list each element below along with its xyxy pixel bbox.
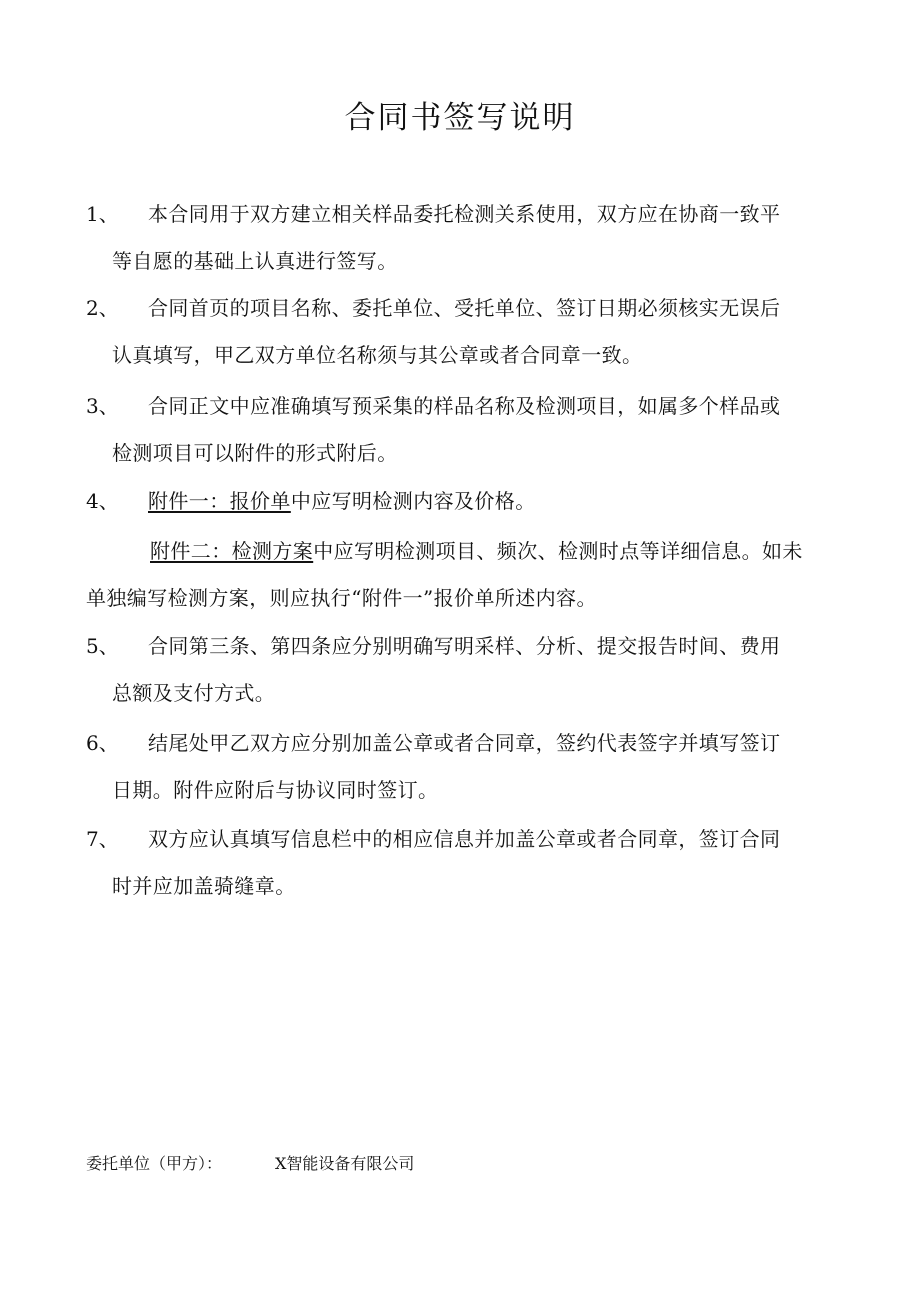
attachment-1-link-text: 附件一：报价单 — [148, 489, 291, 513]
item-text-line1: 合同正文中应准确填写预采集的样品名称及检测项目，如属多个样品或 — [148, 394, 781, 418]
item-text-line1: 合同首页的项目名称、委托单位、受托单位、签订日期必须核实无误后 — [148, 296, 781, 320]
item-text-line1: 合同第三条、第四条应分别明确写明采样、分析、提交报告时间、费用 — [148, 634, 781, 658]
item-number: 2、 — [86, 296, 119, 320]
page-title: 合同书签写说明 — [344, 100, 576, 136]
item-number: 1、 — [86, 202, 119, 226]
item-number: 5、 — [86, 634, 119, 658]
item-text-line1: 本合同用于双方建立相关样品委托检测关系使用，双方应在协商一致平 — [148, 202, 781, 226]
item-text-line2: 日期。附件应附后与协议同时签订。 — [112, 778, 439, 802]
attachment-2-text: 中应写明检测项目、频次、检测时点等详细信息。如未 — [313, 539, 803, 563]
item-number: 3、 — [86, 394, 119, 418]
item-number: 4、 — [86, 489, 119, 513]
item-text-line1: 双方应认真填写信息栏中的相应信息并加盖公章或者合同章，签订合同 — [148, 827, 781, 851]
item-text-rest: 中应写明检测内容及价格。 — [290, 489, 536, 513]
item-number: 7、 — [86, 827, 119, 851]
attachment-2-link-text: 附件二：检测方案 — [150, 539, 314, 563]
client-company-name: X智能设备有限公司 — [275, 1154, 415, 1173]
item-text-line2: 总额及支付方式。 — [112, 681, 276, 705]
item-text-line2: 等自愿的基础上认真进行签写。 — [112, 249, 398, 273]
item-text-line1: 结尾处甲乙双方应分别加盖公章或者合同章，签约代表签字并填写签订 — [148, 731, 781, 755]
item-text-line2: 检测项目可以附件的形式附后。 — [112, 441, 398, 465]
item-text-line2: 时并应加盖骑缝章。 — [112, 874, 296, 898]
item-text-line1 — [148, 487, 536, 515]
attachment-2-paragraph-line2: 单独编写检测方案，则应执行“附件一”报价单所述内容。 — [86, 586, 597, 610]
item-text-line2: 认真填写，甲乙双方单位名称须与其公章或者合同章一致。 — [112, 343, 643, 367]
item-number: 6、 — [86, 731, 119, 755]
signature-footer — [86, 1152, 415, 1176]
attachment-2-paragraph-line1 — [150, 537, 803, 565]
client-label: 委托单位（甲方）： — [86, 1154, 223, 1173]
